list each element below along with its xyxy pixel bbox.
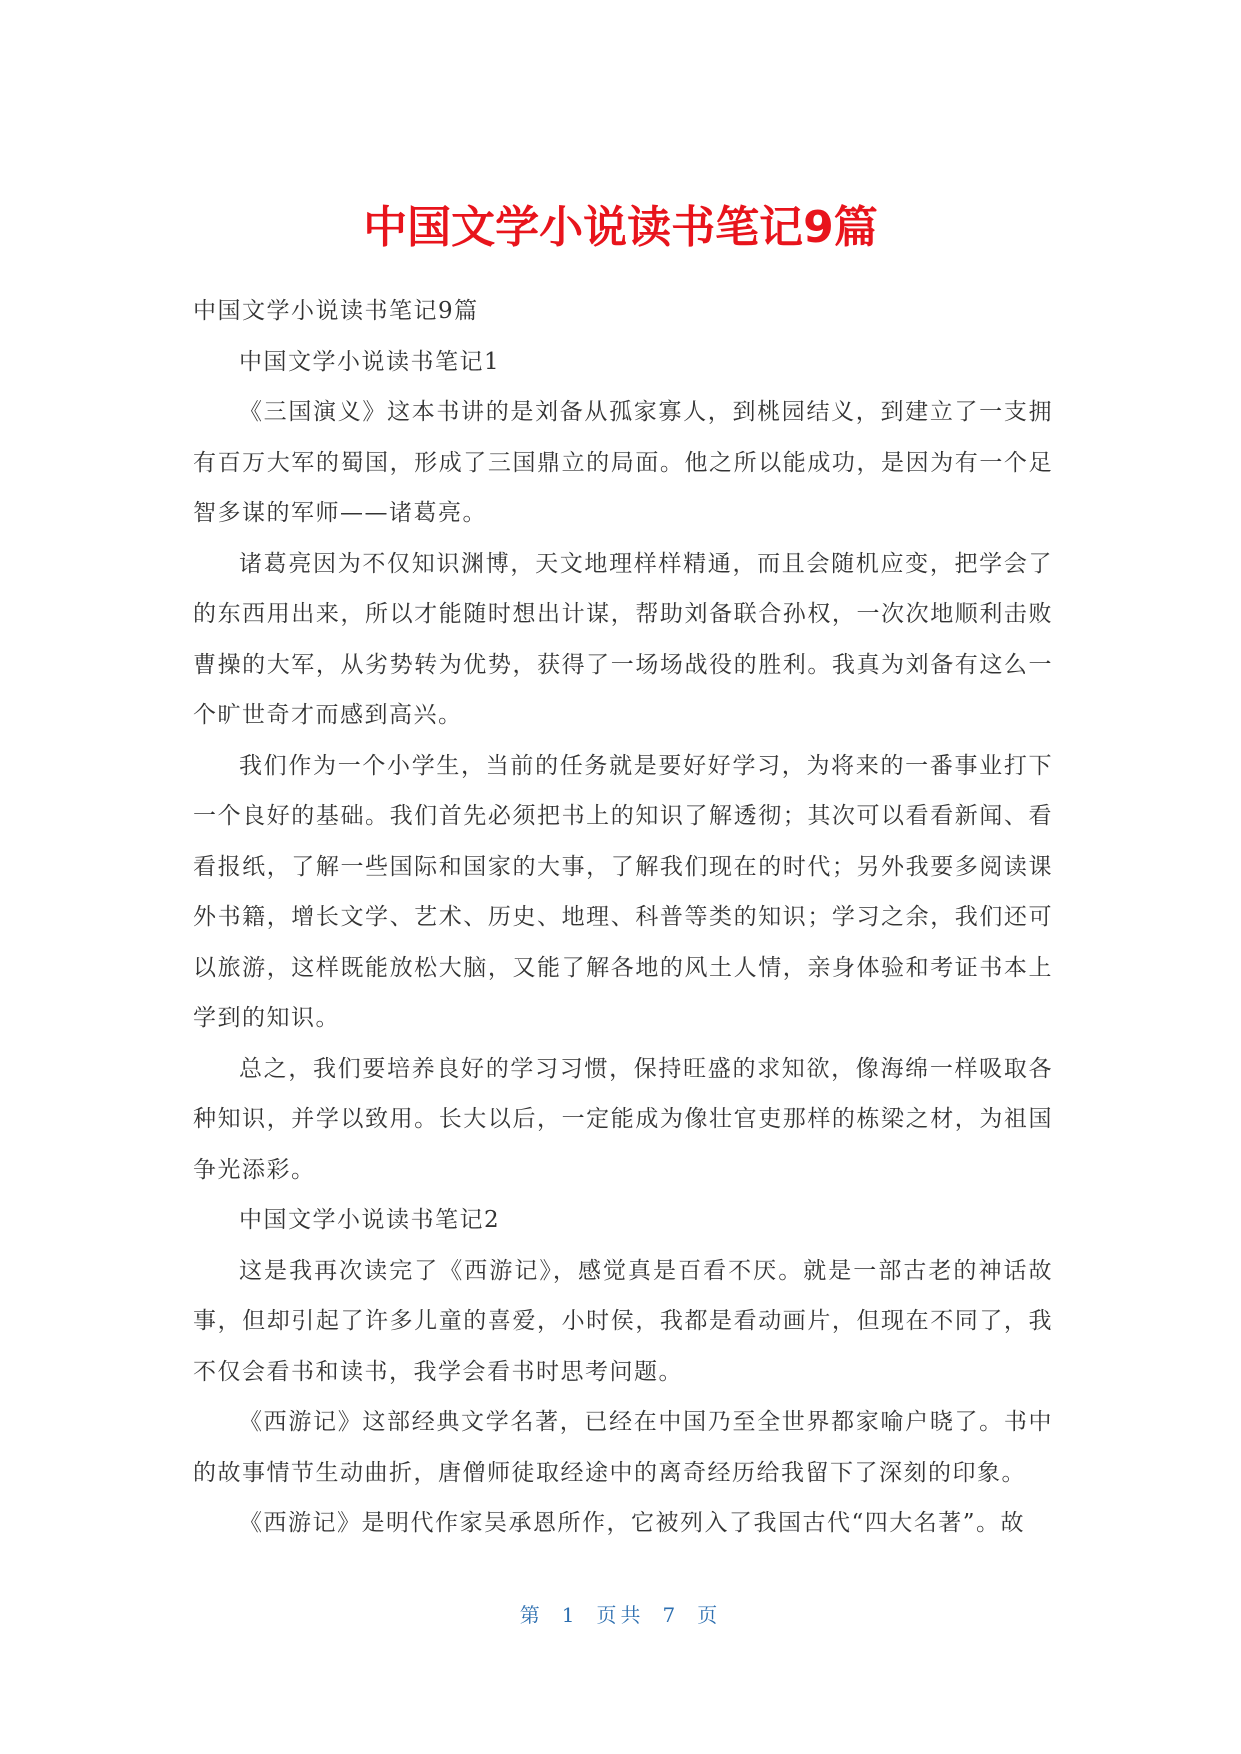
footer-middle: 页共: [596, 1603, 645, 1627]
section-heading-1: 中国文学小说读书笔记1: [239, 348, 501, 375]
document-title: 中国文学小说读书笔记9篇: [363, 202, 878, 253]
subtitle-paragraph: 中国文学小说读书笔记9篇: [193, 298, 479, 324]
paragraph: 《西游记》是明代作家吴承恩所作，它被列入了我国古代“四大名著”。故: [239, 1510, 1026, 1536]
footer-total-pages: 7: [662, 1603, 680, 1627]
footer-suffix: 页: [697, 1603, 722, 1627]
paragraph: 我们作为一个小学生，当前的任务就是要好好学习，为将来的一番事业打下一个良好的基础。我们首先必须把书上的知识了解透彻；其次可以看看新闻、看看报纸，了解一些国际和国家的大事，了解我们现在的时代；另外我要多阅读课外书籍，增长文学、艺术、历史、地理、科普等类的知识；学习之余，我们还可以旅游，这样既能放松大脑，又能了解各地的风土人情，亲身体验和考证书本上学到的知识。: [193, 752, 1053, 1031]
paragraph: 总之，我们要培养良好的学习习惯，保持旺盛的求知欲，像海绵一样吸取各种知识，并学以致用。长大以后，一定能成为像壮官吏那样的栋梁之材，为祖国争光添彩。: [193, 1055, 1053, 1183]
paragraph: 这是我再次读完了《西游记》，感觉真是百看不厌。就是一部古老的神话故事，但却引起了许多儿童的喜爱，小时侯，我都是看动画片，但现在不同了，我不仅会看书和读书，我学会看书时思考问题。: [193, 1257, 1053, 1385]
paragraph: 《西游记》这部经典文学名著，已经在中国乃至全世界都家喻户晓了。书中的故事情节生动曲折，唐僧师徒取经途中的离奇经历给我留下了深刻的印象。: [193, 1409, 1053, 1486]
paragraph: 《三国演义》这本书讲的是刘备从孤家寡人，到桃园结义，到建立了一支拥有百万大军的蜀国，形成了三国鼎立的局面。他之所以能成功，是因为有一个足智多谋的军师——诸葛亮。: [193, 399, 1053, 526]
document-body: [193, 286, 1053, 1549]
footer-page-number: 1: [561, 1603, 579, 1627]
page-footer: [0, 1600, 1241, 1630]
section-heading-2: 中国文学小说读书笔记2: [239, 1207, 501, 1233]
paragraph: 诸葛亮因为不仅知识渊博，天文地理样样精通，而且会随机应变，把学会了的东西用出来，所以才能随时想出计谋，帮助刘备联合孙权，一次次地顺利击败曹操的大军，从劣势转为优势，获得了一场场战役的胜利。我真为刘备有这么一个旷世奇才而感到高兴。: [193, 550, 1053, 728]
footer-prefix: 第: [519, 1603, 544, 1627]
